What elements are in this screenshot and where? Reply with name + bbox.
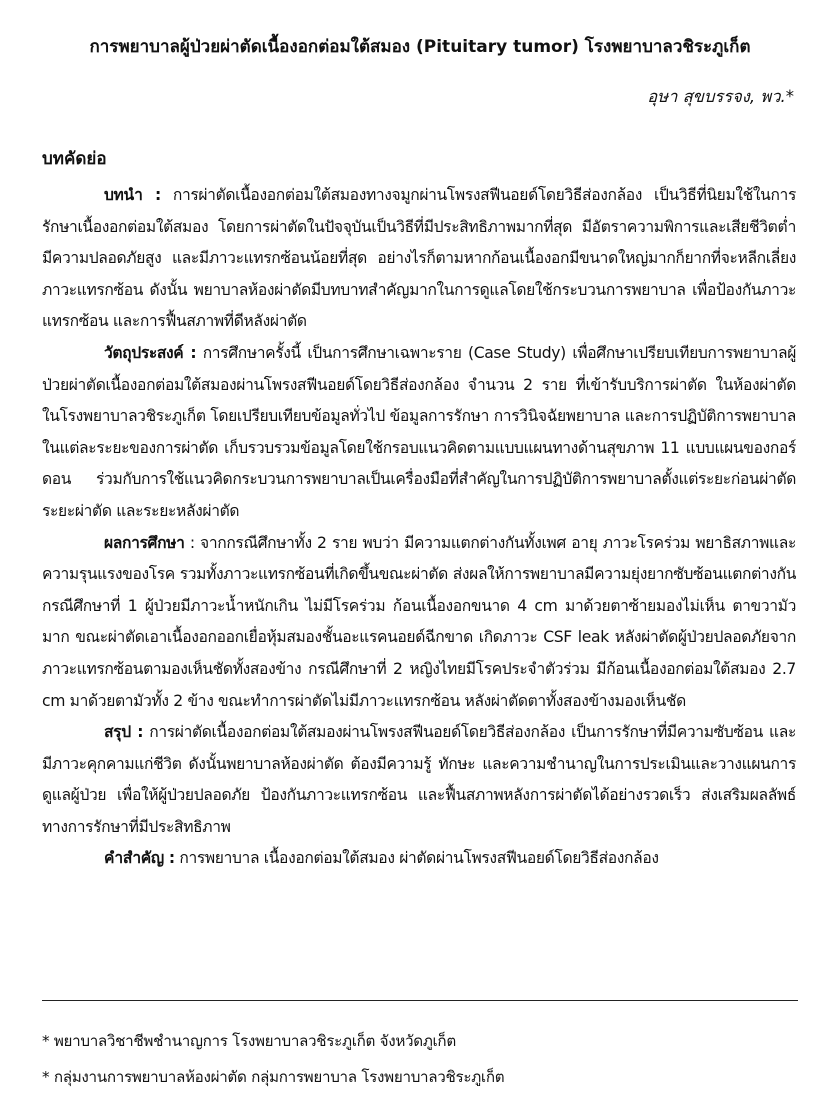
abstract-heading: บทคัดย่อ	[42, 149, 107, 169]
footnote-affiliation: * พยาบาลวิชาชีพชำนาญการ โรงพยาบาลวชิระภูเก็ต จังหวัดภูเก็ต	[42, 1032, 456, 1050]
section-label: สรุป :	[104, 723, 144, 742]
author-line: อุษา สุขบรรจง, พว.*	[647, 87, 794, 106]
section-label: วัตถุประสงค์ :	[104, 343, 197, 362]
section-text: การผ่าตัดเนื้องอกต่อมใต้สมองผ่านโพรงสฟีนอยด์โดยวิธีส่องกล้อง เป็นการรักษาที่มีความซับซ้อน และมีภาวะคุกคามแก่ชีวิต ดังนั้นพยาบาลห้องผ่าตัด ต้องมีความรู้ ทักษะ และความชำนาญในการประเมินและวางแผนการดูแลผู้ป่วย เพื่อให้ผู้ป่วยปลอดภัย ป้องกันภาวะแทรกซ้อน และฟื้นสภาพหลังการผ่าตัดได้อย่างรวดเร็ว ส่งเสริมผลลัพธ์ทางการรักษาที่มีประสิทธิภาพ	[42, 723, 796, 836]
section-introduction	[42, 180, 796, 338]
section-text: การพยาบาล เนื้องอกต่อมใต้สมอง ผ่าตัดผ่านโพรงสฟีนอยด์โดยวิธีส่องกล้อง	[179, 849, 659, 868]
section-text: การผ่าตัดเนื้องอกต่อมใต้สมองทางจมูกผ่านโพรงสฟีนอยด์โดยวิธีส่องกล้อง เป็นวิธีที่นิยมใช้ในการรักษาเนื้องอกต่อมใต้สมอง โดยการผ่าตัดในปัจจุบันเป็นวิธีที่มีประสิทธิภาพมากที่สุด มีอัตราความพิการและเสียชีวิตต่ำ มีความปลอดภัยสูง และมีภาวะแทรกซ้อนน้อยที่สุด อย่างไรก็ตามหากก้อนเนื้องอกมีขนาดใหญ่มากก็ยากที่จะหลีกเลี่ยงภาวะแทรกซ้อน ดังนั้น พยาบาลห้องผ่าตัดมีบทบาทสำคัญมากในการดูแลโดยใช้กระบวนการพยาบาล เพื่อป้องกันภาวะแทรกซ้อน และการฟื้นสภาพที่ดีหลังผ่าตัด	[42, 186, 796, 331]
section-objective	[42, 338, 796, 528]
footnote-department: * กลุ่มงานการพยาบาลห้องผ่าตัด กลุ่มการพยาบาล โรงพยาบาลวชิระภูเก็ต	[42, 1068, 505, 1086]
section-keywords	[42, 843, 796, 875]
footnote-divider	[42, 1000, 798, 1001]
section-label: คำสำคัญ :	[104, 849, 175, 868]
section-results	[42, 528, 796, 718]
paper-title: การพยาบาลผู้ป่วยผ่าตัดเนื้องอกต่อมใต้สมอง (Pituitary tumor) โรงพยาบาลวชิระภูเก็ต	[89, 37, 751, 57]
abstract-body	[42, 180, 796, 875]
section-text: การศึกษาครั้งนี้ เป็นการศึกษาเฉพาะราย (Case Study) เพื่อศึกษาเปรียบเทียบการพยาบาลผู้ป่วยผ่าตัดเนื้องอกต่อมใต้สมองผ่านโพรงสฟีนอยด์โดยวิธีส่องกล้อง จำนวน 2 ราย ที่เข้ารับบริการผ่าตัด ในห้องผ่าตัด ในโรงพยาบาลวชิระภูเก็ต โดยเปรียบเทียบข้อมูลทั่วไป ข้อมูลการรักษา การวินิจฉัยพยาบาล และการปฏิบัติการพยาบาลในแต่ละระยะของการผ่าตัด เก็บรวบรวมข้อมูลโดยใช้กรอบแนวคิดตามแบบแผนทางด้านสุขภาพ 11 แบบแผนของกอร์ดอน ร่วมกับการใช้แนวคิดกระบวนการพยาบาลเป็นเครื่องมือที่สำคัญในการปฏิบัติการพยาบาลตั้งแต่ระยะก่อนผ่าตัด ระยะผ่าตัด และระยะหลังผ่าตัด	[42, 343, 797, 520]
section-conclusion	[42, 717, 796, 843]
section-label: ผลการศึกษา	[104, 533, 185, 552]
section-text: : จากกรณีศึกษาทั้ง 2 ราย พบว่า มีความแตกต่างกันทั้งเพศ อายุ ภาวะโรคร่วม พยาธิสภาพและความรุนแรงของโรค รวมทั้งภาวะแทรกซ้อนที่เกิดขึ้นขณะผ่าตัด ส่งผลให้การพยาบาลมีความยุ่งยากซับซ้อนแตกต่างกัน กรณีศึกษาที่ 1 ผู้ป่วยมีภาวะน้ำหนักเกิน ไม่มีโรคร่วม ก้อนเนื้องอกขนาด 4 cm มาด้วยตาซ้ายมองไม่เห็น ตาขวามัวมาก ขณะผ่าตัดเอาเนื้องอกออกเยื่อหุ้มสมองชั้นอะแรคนอยด์ฉีกขาด เกิดภาวะ CSF leak หลังผ่าตัดผู้ป่วยปลอดภัยจากภาวะแทรกซ้อนตามองเห็นชัดทั้งสองข้าง กรณีศึกษาที่ 2 หญิงไทยมีโรคประจำตัวร่วม มีก้อนเนื้องอกต่อมใต้สมอง 2.7 cm มาด้วยตามัวทั้ง 2 ข้าง ขณะทำการผ่าตัดไม่มีภาวะแทรกซ้อน หลังผ่าตัดตาทั้งสองข้างมองเห็นชัด	[42, 533, 796, 710]
section-label: บทนำ :	[104, 186, 161, 204]
